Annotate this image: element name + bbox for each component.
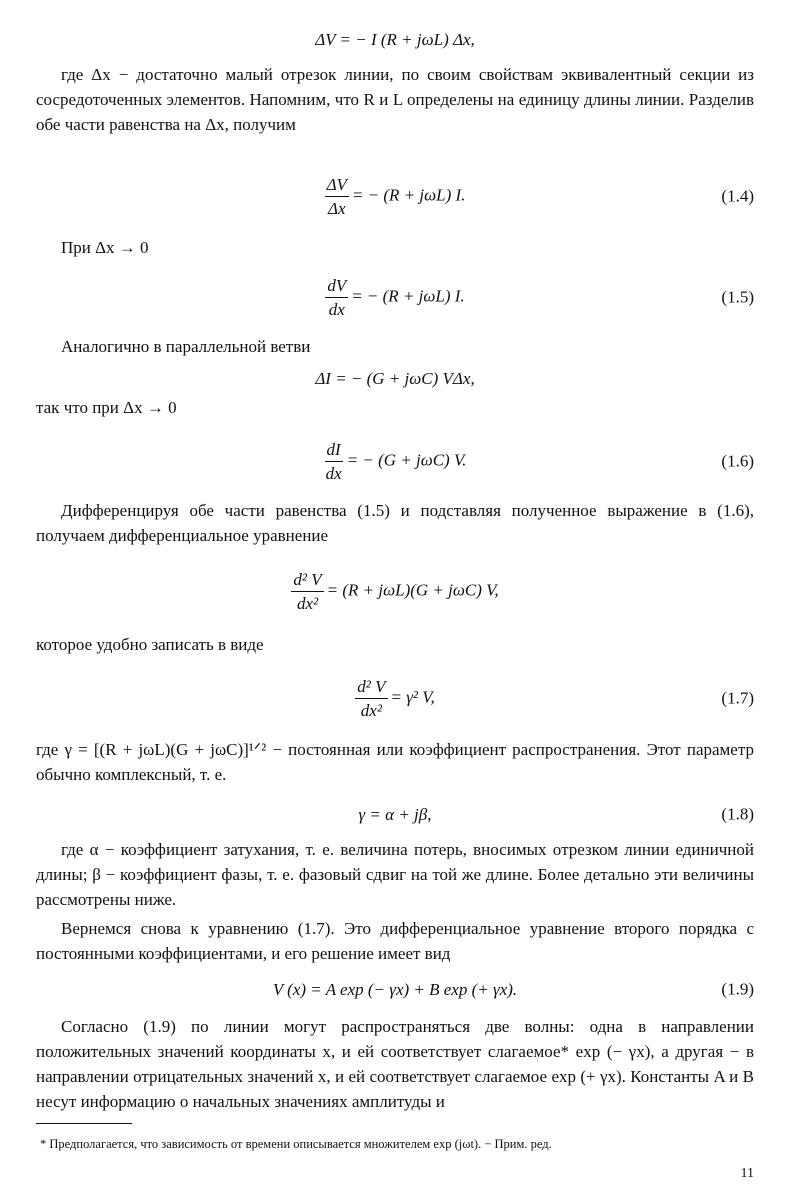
page-number: 11	[740, 1166, 754, 1181]
paragraph: где Δx − достаточно малый отрезок линии, по своим свойствам эквивалентный секции из сосредоточенных элементов. Напомним, что R и L определены на единицу длины линии. Разделив обе части равенства на Δx, получим	[36, 65, 754, 134]
formula-rest: = γ² V,	[390, 686, 435, 706]
equation-1-7	[36, 667, 754, 729]
equation-number: (1.8)	[721, 804, 754, 824]
footnote: * Предполагается, что зависимость от времени описывается множителем exp (jωt). − Прим. ред.	[40, 1137, 552, 1151]
numerator: dI	[325, 439, 343, 462]
denominator: dx	[325, 463, 342, 483]
formula: V (x) = A exp (− γx) + B exp (+ γx).	[272, 979, 518, 999]
denominator: dx²	[360, 700, 382, 720]
equation-number: (1.5)	[721, 287, 754, 307]
equation-1-8	[36, 799, 754, 829]
formula: ΔI = − (G + jωC) VΔx,	[315, 368, 475, 388]
formula-rest: = (R + jωL)(G + jωC) V,	[326, 579, 499, 599]
equation-number: (1.7)	[721, 688, 754, 708]
formula: γ = α + jβ,	[358, 804, 432, 824]
denominator: dx²	[296, 593, 319, 613]
equation-number: (1.6)	[721, 451, 754, 471]
equation-1-4	[36, 165, 754, 227]
formula-rest: = − (R + jωL) I.	[351, 285, 465, 305]
paragraph: При Δx → 0	[61, 238, 149, 257]
fraction	[291, 569, 323, 614]
equation-1-9	[36, 974, 754, 1004]
denominator: Δx	[328, 198, 346, 218]
paragraph: где α − коэффициент затухания, т. е. величина потерь, вносимых отрезком линии единичной длины; β − коэффициент фазы, т. е. фазовый сдвиг на той же длине. Более детально эти величины рассмотрены ниже.	[36, 840, 754, 909]
numerator: d² V	[355, 676, 387, 699]
paragraph: Согласно (1.9) по линии могут распространяться две волны: одна в направлении положительных значений координаты x, и ей соответствует слагаемое* exp (− γx), а другая − в направлении отрицательных значений x, и ей соответствует слагаемое exp (+ γx). Константы A и B несут информацию о начальных значениях амплитуды и	[36, 1017, 754, 1111]
equation-number: (1.9)	[721, 979, 754, 999]
paragraph: Вернемся снова к уравнению (1.7). Это дифференциальное уравнение второго порядка с постоянными коэффициентами, и его решение имеет вид	[36, 919, 754, 963]
equation-1-6	[36, 430, 754, 492]
fraction	[325, 275, 348, 320]
formula-rest: = − (R + jωL) I.	[351, 184, 466, 204]
numerator: d² V	[291, 569, 323, 592]
equation-number: (1.4)	[721, 186, 754, 206]
equation-delta-v	[36, 24, 754, 54]
formula: ΔV = − I (R + jωL) Δx,	[315, 29, 475, 49]
fraction	[325, 174, 349, 219]
paragraph: так что при Δx → 0	[36, 398, 177, 417]
paragraph: где γ = [(R + jωL)(G + jωC)]¹ᐟ² − постоянная или коэффициент распространения. Этот параметр обычно комплексный, т. е.	[36, 740, 754, 784]
footnote-divider	[36, 1123, 132, 1124]
formula-rest: = − (G + jωC) V.	[346, 449, 467, 469]
equation-delta-i	[36, 363, 754, 393]
page	[36, 24, 754, 1186]
fraction	[324, 439, 344, 484]
paragraph: которое удобно записать в виде	[36, 635, 264, 654]
denominator: dx	[328, 299, 345, 319]
equation-second-order	[36, 560, 754, 622]
equation-1-5	[36, 266, 754, 328]
paragraph: Дифференцируя обе части равенства (1.5) и подставляя полученное выражение в (1.6), получаем дифференциальное уравнение	[36, 501, 754, 545]
paragraph: Аналогично в параллельной ветви	[61, 337, 311, 356]
fraction	[355, 676, 387, 721]
numerator: dV	[325, 275, 348, 298]
numerator: ΔV	[325, 174, 349, 197]
